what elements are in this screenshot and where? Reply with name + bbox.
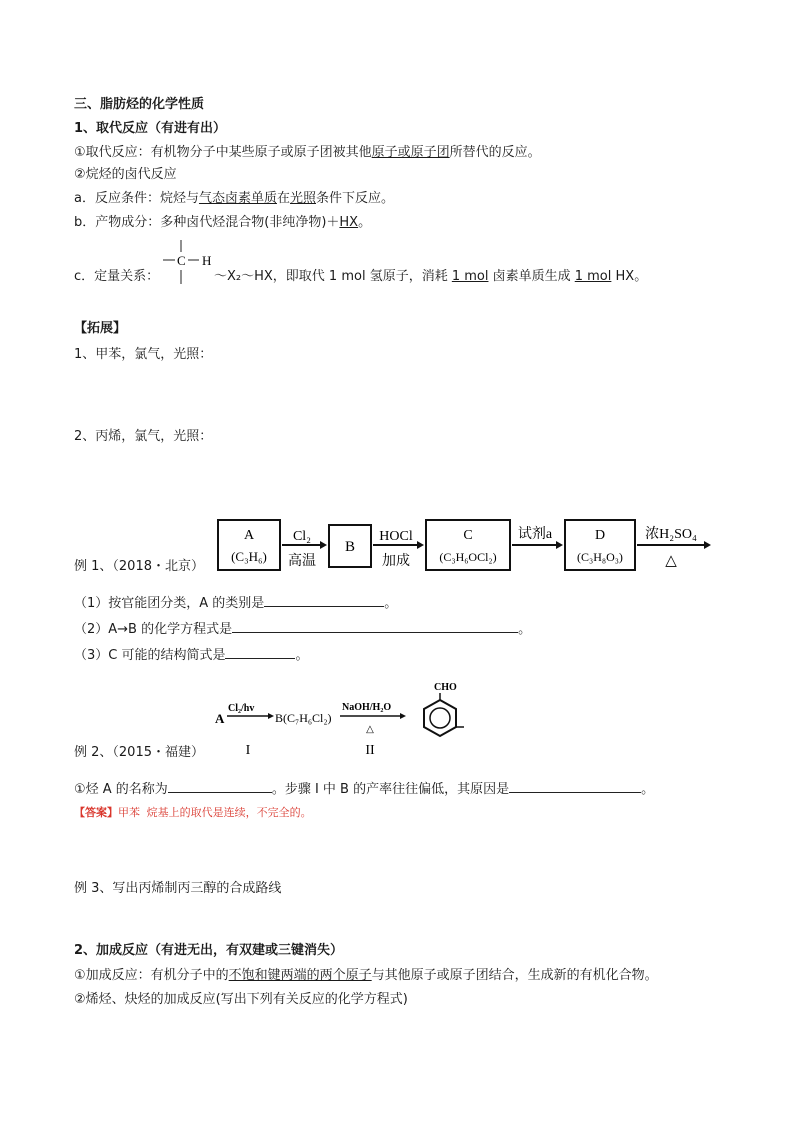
box-a-formula: (C₃H₆)	[231, 549, 267, 564]
scheme-arrow2-head	[400, 713, 406, 719]
box-c-formula: (C₃H₆OCl₂)	[439, 550, 497, 564]
arrow3-head	[556, 541, 563, 549]
example3-label: 例 3、写出丙烯制丙三醇的合成路线	[74, 881, 282, 896]
scheme-step2: II	[365, 743, 375, 758]
section-title: 三、脂肪烃的化学性质	[74, 97, 205, 112]
arrow4-condition: △	[665, 553, 677, 569]
arrow4-reagent: 浓H₂SO₄	[645, 527, 697, 542]
quantitative-relation-text: ～X₂～HX，即取代 1 mol 氢原子，消耗 1 mol 卤素单质生成 1 mol HX。	[214, 269, 648, 284]
cho-group-label: CHO	[434, 682, 457, 693]
extension-question-1: 1、甲苯，氯气，光照：	[74, 347, 213, 362]
scheme-arrow1-reagent: Cl₂/hv	[228, 703, 255, 714]
struct-carbon-label: C	[177, 253, 186, 268]
subsection-title-addition: 2、加成反应（有进无出，有双建或三键消失）	[74, 943, 344, 958]
arrow1-condition: 高温	[288, 554, 316, 569]
scheme-arrow2-condition: △	[366, 724, 374, 735]
arrow2-reagent: HOCl	[379, 529, 413, 544]
example2-scheme	[212, 676, 482, 762]
arrow2-head	[417, 541, 424, 549]
benzene-inner-circle	[430, 708, 450, 728]
scheme-arrow2-reagent: NaOH/H₂O	[342, 702, 392, 713]
arrow2-condition: 加成	[382, 554, 410, 569]
scheme-start-a: A	[215, 711, 225, 726]
example1-label: 例 1、（2018・北京）	[74, 559, 204, 574]
example1-question-3: （3）C 可能的结构简式是 。	[74, 644, 309, 665]
scheme-intermediate-b: B(C₇H₆Cl₂)	[275, 711, 332, 725]
subsection-title-substitution: 1、取代反应（有进有出）	[74, 121, 227, 136]
arrow1-head	[320, 541, 327, 549]
product-composition-line: b．产物成分：多种卤代烃混合物(非纯净物)＋HX。	[74, 215, 372, 230]
arrow3-reagent: 试剂a	[517, 527, 553, 542]
alkane-halogenation-heading: ②烷烃的卤代反应	[74, 167, 177, 182]
scheme-step1: I	[245, 743, 251, 758]
answer-blank[interactable]	[168, 778, 272, 793]
benzene-ring	[424, 700, 456, 736]
example2-label: 例 2、（2015・福建）	[74, 745, 204, 760]
box-a-name: A	[243, 528, 255, 543]
box-c-name: C	[463, 528, 473, 543]
reaction-condition-line: a．反应条件：烷烃与气态卤素单质在光照条件下反应。	[74, 191, 395, 206]
box-b-name: B	[344, 539, 356, 555]
example1-question-2: （2）A→B 的化学方程式是 。	[74, 618, 531, 639]
answer-blank[interactable]	[225, 644, 295, 659]
answer-blank[interactable]	[509, 778, 641, 793]
scheme-arrow1-head	[268, 713, 274, 719]
struct-hydrogen-label: H	[202, 253, 212, 268]
extension-title: 【拓展】	[74, 321, 127, 336]
example2-answer	[74, 804, 312, 822]
example1-question-1: （1）按官能团分类，A 的类别是 。	[74, 592, 397, 613]
quantitative-relation-line: c．定量关系：	[74, 269, 160, 284]
answer-tag: 【答案】	[74, 806, 118, 819]
box-d-formula: (C₃H₈O₃)	[577, 550, 623, 564]
example2-question: ①烃 A 的名称为 。步骤 I 中 B 的产率往往偏低，其原因是 。	[74, 778, 654, 799]
answer-text: 甲苯 烷基上的取代是连续，不完全的。	[118, 806, 312, 819]
arrow4-head	[704, 541, 711, 549]
answer-blank[interactable]	[232, 618, 518, 633]
definition-paragraph: ①取代反应：有机物分子中某些原子或原子团被其他原子或原子团所替代的反应。	[74, 145, 541, 160]
box-d-name: D	[594, 528, 606, 543]
addition-definition: ①加成反应：有机分子中的不饱和键两端的两个原子与其他原子或原子团结合，生成新的有机化合物。	[74, 968, 658, 983]
arrow1-reagent: Cl₂	[292, 529, 312, 544]
answer-blank[interactable]	[264, 592, 384, 607]
alkene-alkyne-addition-heading: ②烯烃、炔烃的加成反应(写出下列有关反应的化学方程式)	[74, 992, 408, 1007]
extension-question-2: 2、丙烯，氯气，光照：	[74, 429, 213, 444]
example1-flowchart	[216, 518, 716, 574]
